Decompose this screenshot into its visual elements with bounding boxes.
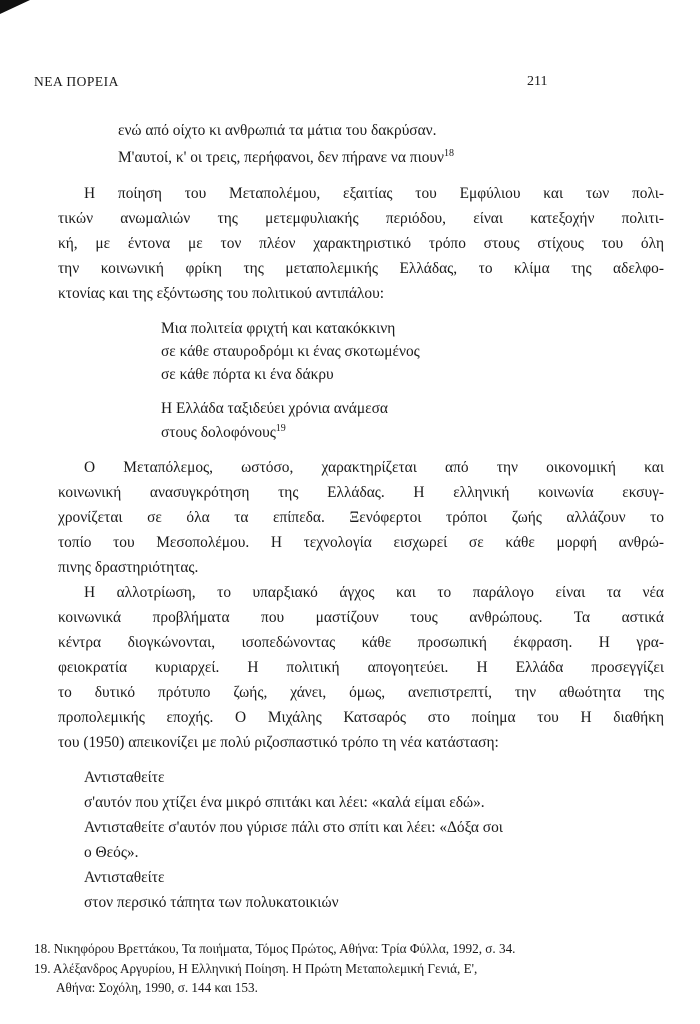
para1-line2: τικών ανωμαλιών της μετεμφυλιακής περιόδου, είναι κατεξοχήν πολιτι-	[58, 210, 664, 227]
poem3-line1: Αντισταθείτε	[84, 769, 165, 786]
poem1-line3: σε κάθε πόρτα κι ένα δάκρυ	[161, 366, 334, 383]
page-number: 211	[527, 74, 548, 89]
para2-line4: τοπίο του Μεσοπολέμου. Η τεχνολογία εισχωρεί σε κάθε μορφή ανθρώ-	[58, 534, 664, 551]
poem2-line1: Η Ελλάδα ταξιδεύει χρόνια ανάμεσα	[161, 400, 388, 417]
poem3-line6: στον περσικό τάπητα των πολυκατοικιών	[84, 894, 339, 911]
para3-line2: κοινωνικά προβλήματα που μαστίζουν τους ανθρώπους. Τα αστικά	[58, 609, 664, 626]
quote1-line1: ενώ από οίχτο κι ανθρωπιά τα μάτια του δακρύσαν.	[118, 122, 437, 139]
poem2-line2-text: στους δολοφόνους	[161, 424, 276, 441]
para3-line4: φειοκρατία κυριαρχεί. Η πολιτική απογοητεύει. Η Ελλάδα προσεγγίζει	[58, 659, 664, 676]
poem3-line4: ο Θεός».	[84, 844, 139, 861]
para2-line5: πινης δραστηριότητας.	[58, 559, 199, 576]
scan-corner-shadow	[0, 0, 30, 14]
footnote-18: 18. Νικηφόρου Βρεττάκου, Τα ποιήματα, Τόμος Πρώτος, Αθήνα: Τρία Φύλλα, 1992, σ. 34.	[34, 941, 516, 956]
para1-line1: Η ποίηση του Μεταπολέμου, εξαιτίας του Εμφύλιου και των πολι-	[84, 185, 664, 202]
poem2-line2	[161, 422, 286, 441]
footnote-19-continued: Αθήνα: Σοχόλη, 1990, σ. 144 και 153.	[56, 980, 258, 995]
para3-line6: προπολεμικής εποχής. Ο Μιχάλης Κατσαρός στο ποίημα του Η διαθήκη	[58, 709, 664, 726]
poem3-line2: σ'αυτόν που χτίζει ένα μικρό σπιτάκι και λέει: «καλά είμαι εδώ».	[84, 794, 485, 811]
para3-line1: Η αλλοτρίωση, το υπαρξιακό άγχος και το παράλογο είναι τα νέα	[84, 584, 664, 601]
footnote-19: 19. Αλέξανδρος Αργυρίου, Η Ελληνική Ποίηση. Η Πρώτη Μεταπολεμική Γενιά, Ε',	[34, 961, 478, 976]
para1-line3: κή, με έντονα με τον πλέον χαρακτηριστικό τρόπο στους στίχους του όλη	[58, 235, 664, 252]
footnote-ref-19: 19	[275, 422, 286, 434]
running-header-title: ΝΕΑ ΠΟΡΕΙΑ	[34, 74, 119, 89]
poem3-line5: Αντισταθείτε	[84, 869, 165, 886]
para1-line4: την κοινωνική φρίκη της μεταπολεμικής Ελλάδας, το κλίμα της αδελφο-	[58, 260, 664, 277]
para1-line5: κτονίας και της εξόντωσης του πολιτικού αντιπάλου:	[58, 285, 384, 302]
footnote-ref-18: 18	[443, 147, 454, 159]
quote1-line2-text: Μ'αυτοί, κ' οι τρεις, περήφανοι, δεν πήρανε να πιουν	[118, 149, 444, 166]
poem1-line1: Μια πολιτεία φριχτή και κατακόκκινη	[161, 320, 396, 337]
poem3-line3: Αντισταθείτε σ'αυτόν που γύρισε πάλι στο σπίτι και λέει: «Δόξα σοι	[84, 819, 503, 836]
para3-line5: το δυτικό πρότυπο ζωής, χάνει, όμως, ανεπιστρεπτί, την αθωότητα της	[58, 684, 664, 701]
quote1-line2	[118, 147, 454, 166]
para3-line7: του (1950) απεικονίζει με πολύ ριζοσπαστικό τρόπο τη νέα κατάσταση:	[58, 734, 499, 751]
poem1-line2: σε κάθε σταυροδρόμι κι ένας σκοτωμένος	[161, 343, 420, 360]
para2-line3: χρονίζεται σε όλα τα επίπεδα. Ξενόφερτοι τρόποι ζωής αλλάζουν το	[58, 509, 664, 526]
para3-line3: κέντρα διογκώνονται, ισοπεδώνοντας κάθε προσωπική έκφραση. Η γρα-	[58, 634, 664, 651]
para2-line2: κοινωνική ανασυγκρότηση της Ελλάδας. Η ελληνική κοινωνία εκσυγ-	[58, 484, 664, 501]
para2-line1: Ο Μεταπόλεμος, ωστόσο, χαρακτηρίζεται από την οικονομική και	[84, 459, 664, 476]
